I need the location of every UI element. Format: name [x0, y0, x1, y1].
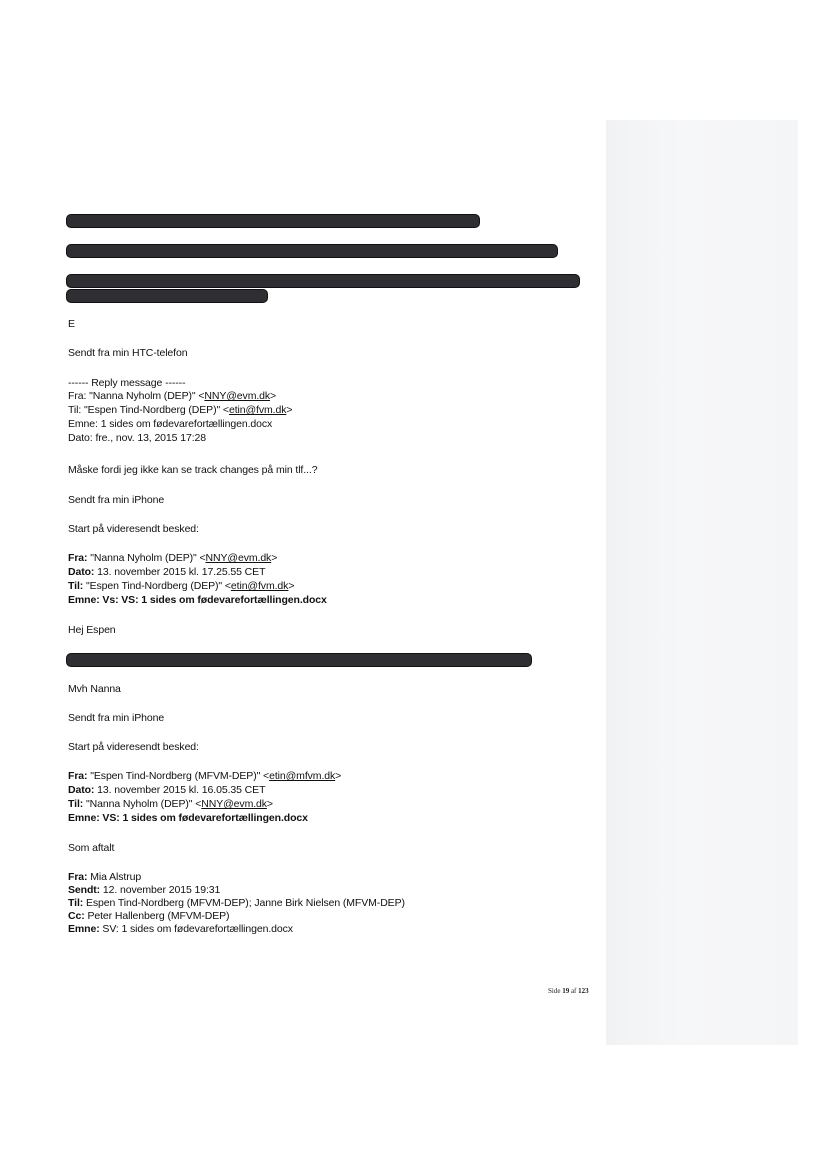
- page-number: Side 19 af 123: [548, 987, 589, 995]
- email-date-line: Dato: 13. november 2015 kl. 16.05.35 CET: [68, 784, 266, 796]
- email-link[interactable]: etin@fvm.dk: [228, 404, 287, 416]
- greeting: Hej Espen: [68, 624, 116, 636]
- email-link[interactable]: NNY@evm.dk: [201, 798, 267, 810]
- email-subject-line: Emne: 1 sides om fødevarefortællingen.docx: [68, 418, 273, 430]
- header-initial: E: [68, 318, 75, 330]
- sent-from-htc: Sendt fra min HTC-telefon: [68, 347, 188, 359]
- email-cc-line: Cc: Peter Hallenberg (MFVM-DEP): [68, 910, 230, 922]
- email-date-line: Dato: fre., nov. 13, 2015 17:28: [68, 432, 206, 444]
- email-link[interactable]: NNY@evm.dk: [205, 552, 272, 564]
- email-subject-line: Emne: SV: 1 sides om fødevarefortællingen.docx: [68, 923, 293, 935]
- signoff: Mvh Nanna: [68, 683, 121, 695]
- redaction-bar: [66, 244, 558, 258]
- forward-start: Start på videresendt besked:: [68, 523, 199, 535]
- reply-marker: ------ Reply message ------: [68, 377, 186, 389]
- forward-start: Start på videresendt besked:: [68, 741, 199, 753]
- email-to-line: Til: "Espen Tind-Nordberg (DEP)" <etin@fvm.dk>: [68, 404, 293, 416]
- message-body: Som aftalt: [68, 842, 115, 854]
- redaction-bar: [66, 274, 580, 288]
- email-from-line: Fra: "Espen Tind-Nordberg (MFVM-DEP)" <etin@mfvm.dk>: [68, 770, 342, 782]
- email-to-line: Til: "Nanna Nyholm (DEP)" <NNY@evm.dk>: [68, 798, 273, 810]
- email-to-line: Til: Espen Tind-Nordberg (MFVM-DEP); Janne Birk Nielsen (MFVM-DEP): [68, 897, 405, 909]
- email-date-line: Dato: 13. november 2015 kl. 17.25.55 CET: [68, 566, 266, 578]
- email-subject-line: Emne: VS: 1 sides om fødevarefortællingen.docx: [68, 812, 308, 824]
- message-body: Måske fordi jeg ikke kan se track changes på min tlf...?: [68, 464, 318, 476]
- email-from-line: Fra: "Nanna Nyholm (DEP)" <NNY@evm.dk>: [68, 552, 278, 564]
- sent-from-iphone: Sendt fra min iPhone: [68, 712, 165, 724]
- email-link[interactable]: etin@mfvm.dk: [269, 770, 336, 782]
- redaction-bar: [66, 214, 480, 228]
- email-to-line: Til: "Espen Tind-Nordberg (DEP)" <etin@fvm.dk>: [68, 580, 295, 592]
- email-link[interactable]: NNY@evm.dk: [204, 390, 271, 402]
- email-from-line: Fra: "Nanna Nyholm (DEP)" <NNY@evm.dk>: [68, 390, 277, 402]
- email-sent-line: Sendt: 12. november 2015 19:31: [68, 884, 221, 896]
- scan-shadow: [606, 120, 798, 1045]
- redaction-bar: [66, 653, 532, 667]
- redaction-bar: [66, 289, 268, 303]
- email-link[interactable]: etin@fvm.dk: [230, 580, 289, 592]
- email-from-line: Fra: Mia Alstrup: [68, 871, 142, 883]
- sent-from-iphone: Sendt fra min iPhone: [68, 494, 165, 506]
- email-subject-line: Emne: Vs: VS: 1 sides om fødevarefortællingen.docx: [68, 594, 327, 606]
